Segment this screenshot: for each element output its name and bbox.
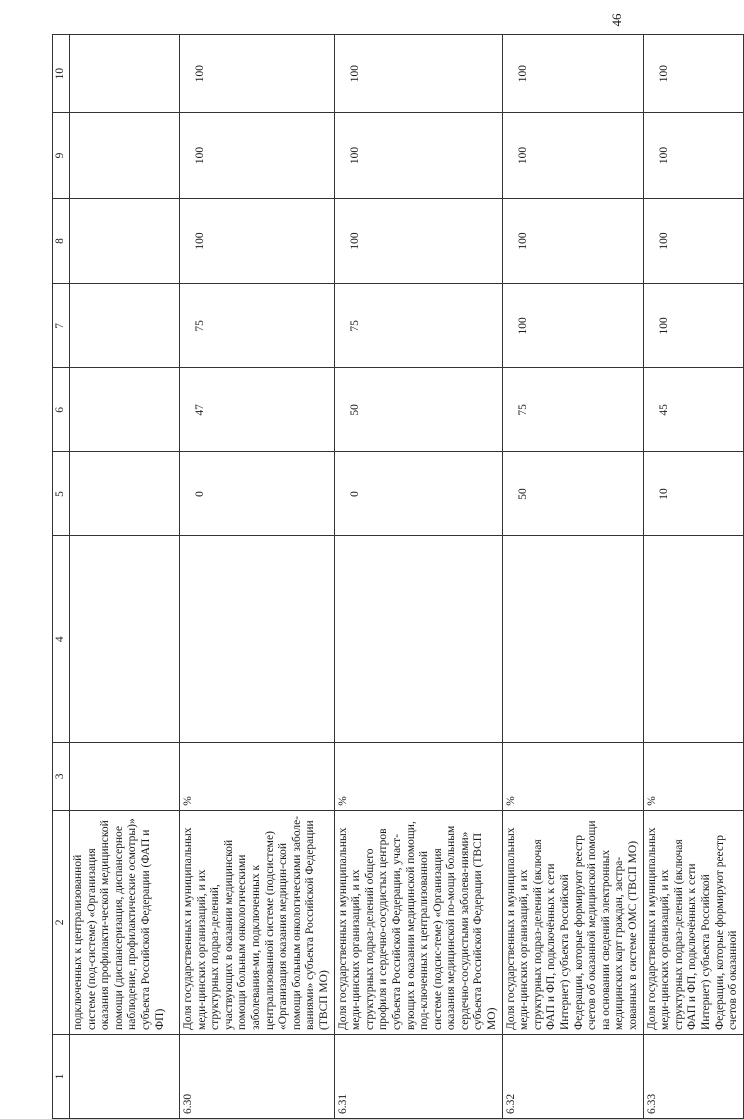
value-cell xyxy=(334,536,502,742)
value-cell: 100 xyxy=(334,113,502,199)
value-cell: 75 xyxy=(502,368,643,452)
value-cell: 100 xyxy=(180,113,335,199)
row-number: 6.30 xyxy=(180,1034,335,1118)
indicator-description: Доля государственных и муниципальных меди-цинских организаций, и их структурных подраз-делений (включая ФАП и ФП, подключённых к сети Интернет) субъекта Российской Федерации, которые формируют реестр счетов об оказанной xyxy=(643,810,743,1034)
value-cell: 45 xyxy=(643,368,743,452)
unit-cell: % xyxy=(334,742,502,810)
table-row xyxy=(180,35,335,1119)
column-header: 10 xyxy=(53,35,70,113)
column-header: 8 xyxy=(53,198,70,284)
column-header: 9 xyxy=(53,113,70,199)
unit-cell xyxy=(70,742,180,810)
row-number: 6.33 xyxy=(643,1034,743,1118)
value-cell xyxy=(70,368,180,452)
column-header: 5 xyxy=(53,452,70,536)
value-cell xyxy=(643,536,743,742)
value-cell: 100 xyxy=(334,35,502,113)
table-row xyxy=(334,35,502,1119)
unit-cell: % xyxy=(180,742,335,810)
column-header: 4 xyxy=(53,536,70,742)
value-cell: 100 xyxy=(502,284,643,368)
value-cell: 75 xyxy=(180,284,335,368)
unit-cell: % xyxy=(502,742,643,810)
column-header: 3 xyxy=(53,742,70,810)
indicators-table xyxy=(52,34,744,1119)
value-cell: 100 xyxy=(334,198,502,284)
value-cell: 50 xyxy=(502,452,643,536)
indicator-description: подключенных к централизованной системе (под-системе) «Организация оказания профилакти-ческой медицинской помощи (диспансеризация, диспансерное наблюдение, профилактические осмотры)» субъекта Российской Федерации (ФАП и ФП) xyxy=(70,810,180,1034)
value-cell xyxy=(70,452,180,536)
value-cell xyxy=(70,113,180,199)
value-cell xyxy=(180,536,335,742)
indicator-description: Доля государственных и муниципальных меди-цинских организаций, и их структурных подраз-делений, участвующих в оказании медицинской помощи больным онкологическими заболевания-ми, подключенных к централизованной системе (подсистеме) «Организация оказания медицин-ской помощи больным онкологическими заболе-ваниями» субъекта Российской Федерации (ТВСП МО) xyxy=(180,810,335,1034)
table-row xyxy=(643,35,743,1119)
page-number: 46 xyxy=(609,13,624,27)
value-cell: 100 xyxy=(643,284,743,368)
value-cell xyxy=(502,536,643,742)
value-cell: 0 xyxy=(180,452,335,536)
column-header: 2 xyxy=(53,810,70,1034)
value-cell: 100 xyxy=(643,198,743,284)
value-cell: 75 xyxy=(334,284,502,368)
value-cell xyxy=(70,35,180,113)
column-header: 7 xyxy=(53,284,70,368)
table-row xyxy=(502,35,643,1119)
value-cell: 100 xyxy=(180,35,335,113)
value-cell: 100 xyxy=(643,35,743,113)
value-cell xyxy=(70,536,180,742)
column-header: 1 xyxy=(53,1034,70,1118)
row-number: 6.32 xyxy=(502,1034,643,1118)
row-number xyxy=(70,1034,180,1118)
unit-cell: % xyxy=(643,742,743,810)
value-cell: 100 xyxy=(643,113,743,199)
indicator-description: Доля государственных и муниципальных меди-цинских организаций, и их структурных подраз-делений (включая ФАП и ФП, подключённых к сети Интернет) субъекта Российской Федерации, которые формируют реестр счетов об оказанной медицинской помощи на основании сведений электронных медицинских карт граждан, застра-хованных в системе ОМС (ТВСП МО) xyxy=(502,810,643,1034)
table-row xyxy=(70,35,180,1119)
value-cell: 0 xyxy=(334,452,502,536)
value-cell: 100 xyxy=(502,35,643,113)
value-cell: 50 xyxy=(334,368,502,452)
row-number: 6.31 xyxy=(334,1034,502,1118)
value-cell: 100 xyxy=(502,113,643,199)
value-cell xyxy=(70,284,180,368)
table-header-row xyxy=(53,35,70,1119)
value-cell: 47 xyxy=(180,368,335,452)
value-cell: 100 xyxy=(180,198,335,284)
value-cell: 100 xyxy=(502,198,643,284)
column-header: 6 xyxy=(53,368,70,452)
value-cell xyxy=(70,198,180,284)
value-cell: 10 xyxy=(643,452,743,536)
indicator-description: Доля государственных и муниципальных меди-цинских организаций, и их структурных подраз-делений общего профиля и сердечно-сосудистых центров субъекта Российской Федерации, участ-вующих в оказании медицинской помощи, под-ключенных к централизованной системе (подсис-теме) «Организация оказания медицинской по-мощи больным сердечно-сосудистыми заболева-ниями» субъекта Российской Федерации (ТВСП МО) xyxy=(334,810,502,1034)
